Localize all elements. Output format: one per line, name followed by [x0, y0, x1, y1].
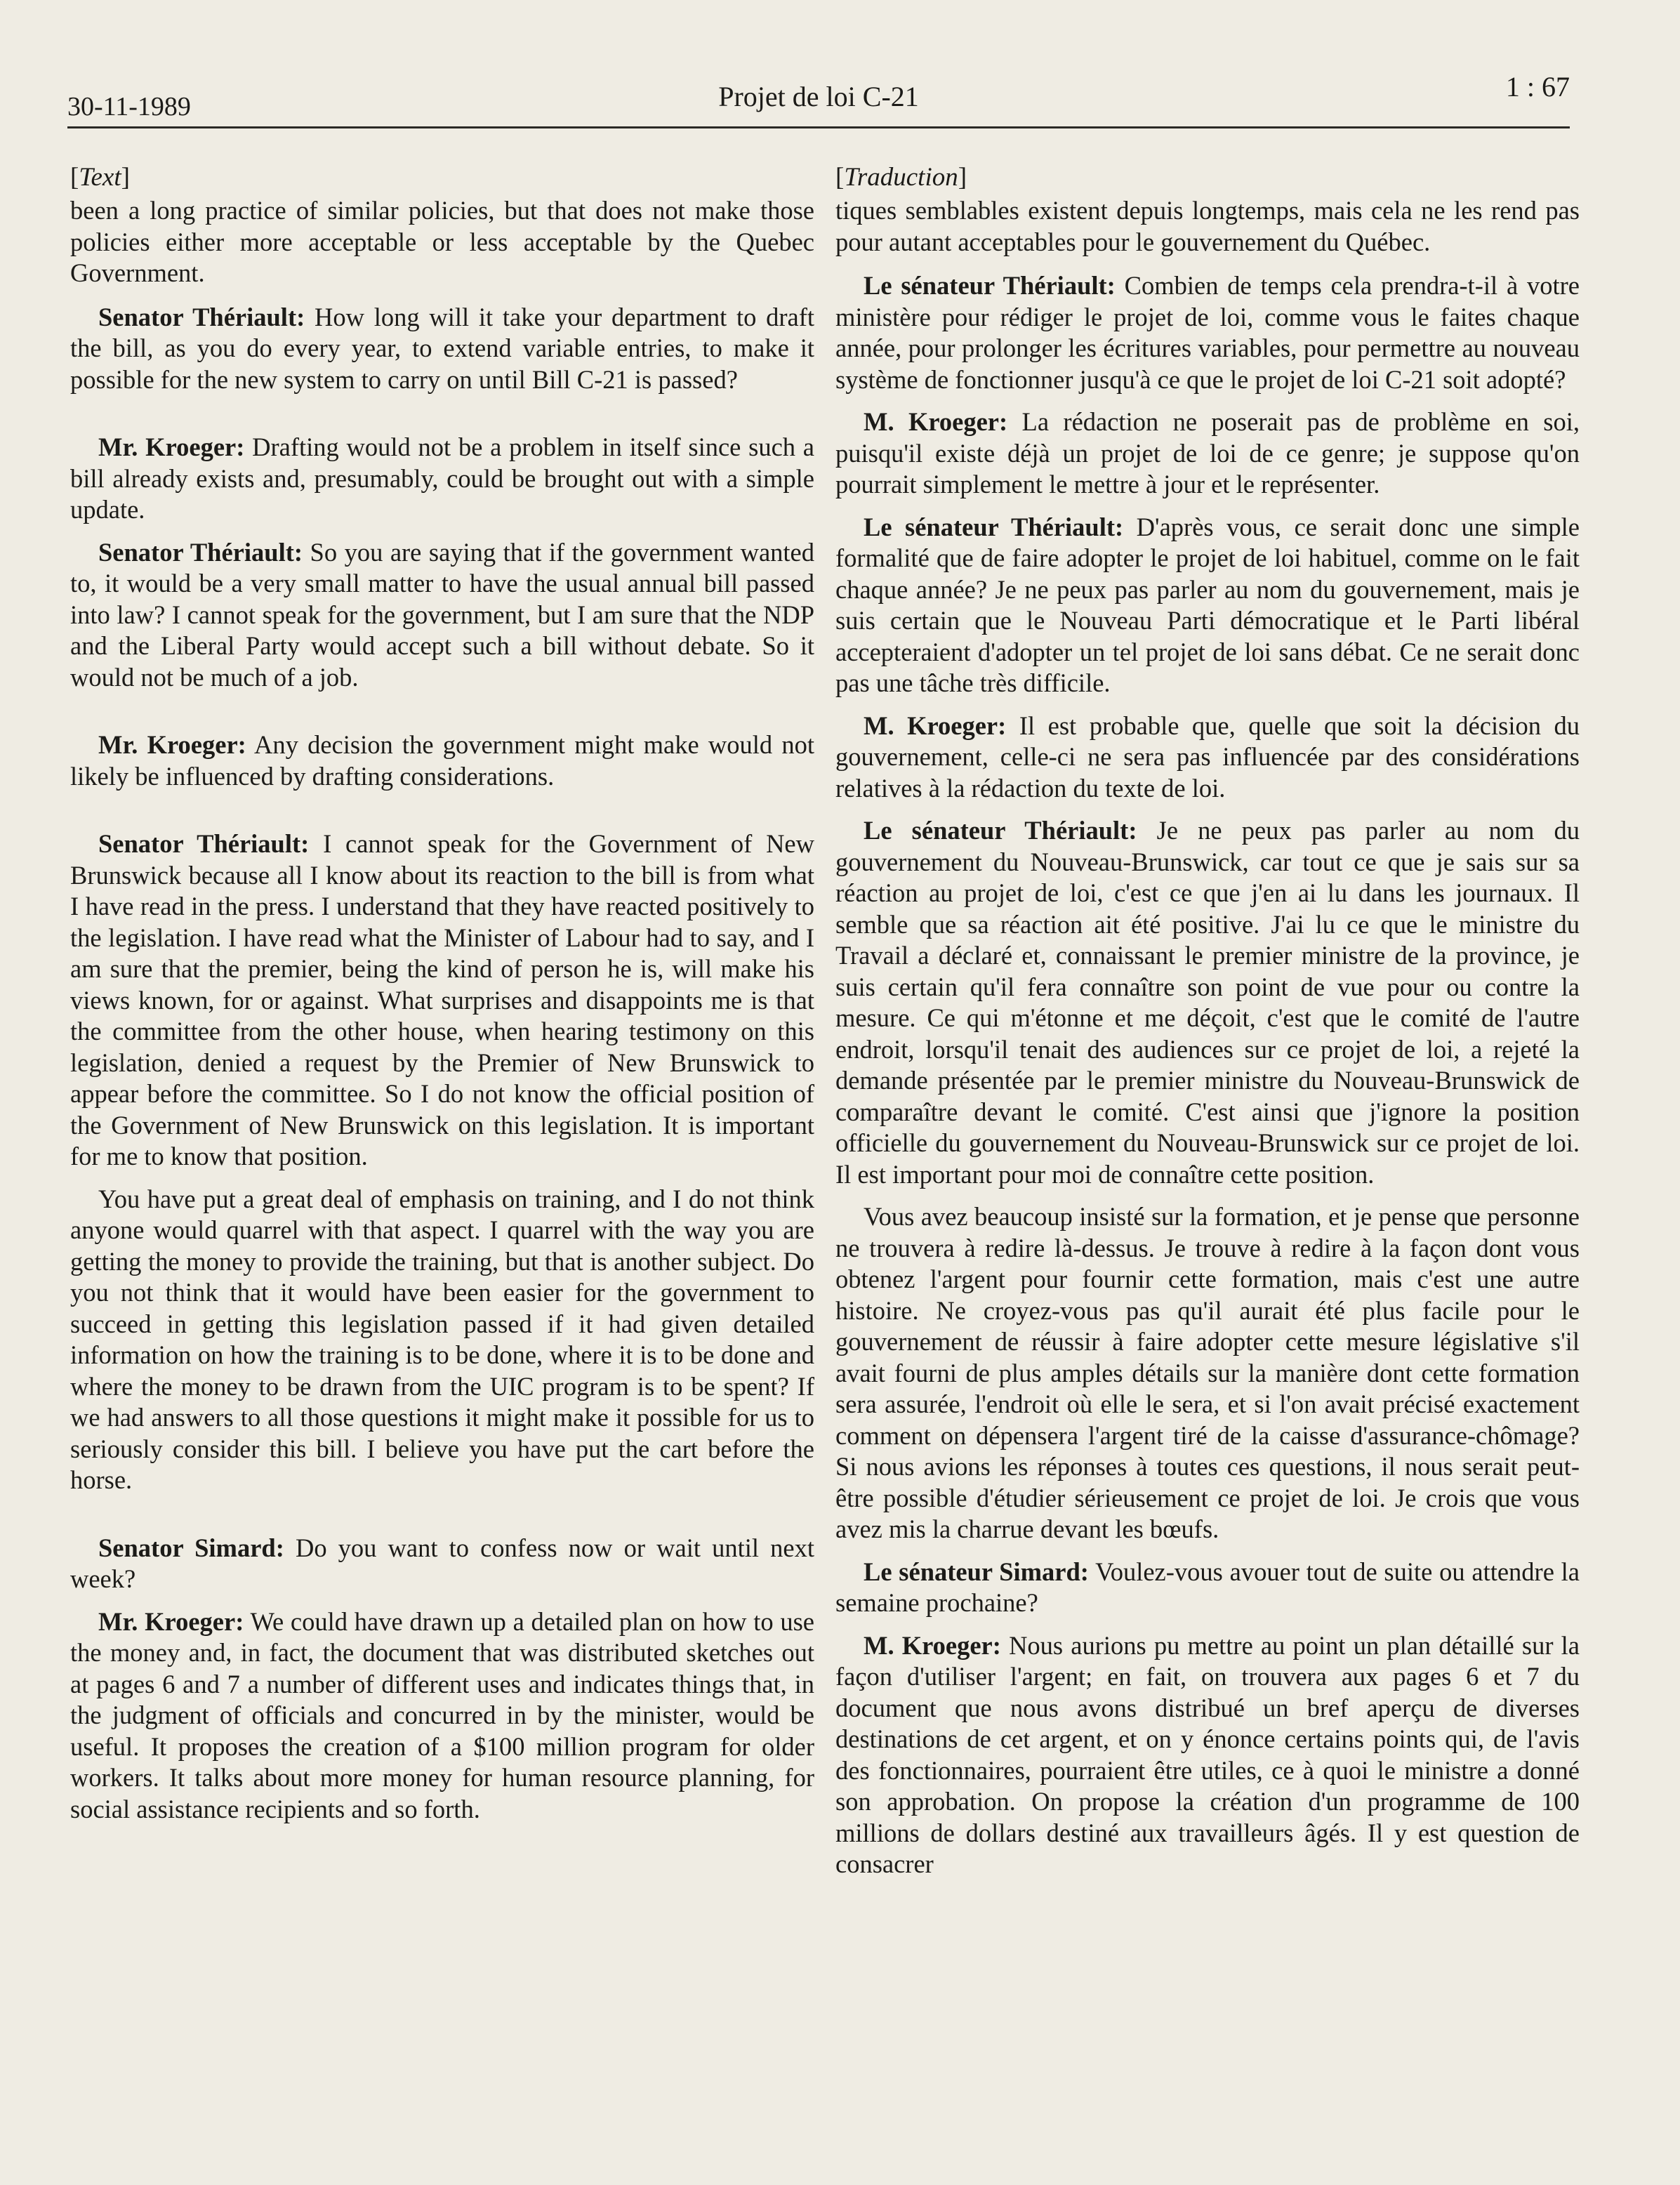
header-title: Projet de loi C-21 — [718, 81, 919, 112]
paragraph — [70, 730, 814, 792]
paragraph — [70, 1533, 814, 1595]
paragraph — [70, 302, 814, 396]
speaker-name: Mr. Kroeger: — [98, 433, 245, 461]
continuation-text: been a long practice of similar policies, but that does not make those policies either more acceptable or less acceptable by the Quebec Government. — [70, 196, 814, 287]
english-column — [70, 160, 814, 1825]
paragraph — [70, 432, 814, 526]
speech-text: Do you want to confess now or wait until next week? — [70, 1533, 814, 1593]
language-tag-traduction: [Traduction] — [835, 163, 967, 192]
speech-text: Any decision the government might make would not likely be influenced by drafting considerations. — [70, 730, 814, 791]
paragraph — [835, 1557, 1580, 1619]
speech-text: Drafting would not be a problem in itself since such a bill already exists and, presumably, could be brought out with a simple update. — [70, 433, 814, 524]
speech-text: D'après vous, ce serait donc une simple formalité que de faire adopter le projet de loi habituel, comme on le fait chaque année? Je ne peux pas parler au nom du gouvernement, mais je suis certain que le Nouveau Parti démocratique et le Parti libéral accepteraient d'adopter un tel projet de loi sans débat. Ce ne serait donc pas une tâche très difficile. — [835, 512, 1580, 697]
speech-text: You have put a great deal of emphasis on training, and I do not think anyone would quarrel with that aspect. I quarrel with the way you are getting the money to provide the training, but that is another subject. Do you not think that it would have been easier for the government to succeed in getting this legislation passed if it had given detailed information on how the training is to be done, where it is to be done and where the money to be drawn from the UIC program is to be spent? If we had answers to all those questions it might make it possible for us to seriously consider this bill. I believe you have put the cart before the horse. — [70, 1184, 814, 1494]
speech-text: Vous avez beaucoup insisté sur la formation, et je pense que personne ne trouvera à redire là-dessus. Je trouve à redire à la façon dont vous obtenez l'argent pour fournir cette formation, mais c'est une autre histoire. Ne croyez-vous pas qu'il aurait été plus facile pour le gouvernement de réussir à faire adopter cette mesure législative s'il avait fourni de plus amples détails sur la manière dont cette formation sera assurée, l'endroit où elle le sera, et si l'on avait précisé exactement comment on dépensera l'argent tiré de la caisse d'assurance-chômage? Si nous avions les réponses à toutes ces questions, il nous serait peut-être possible d'étudier sérieusement ce projet de loi. Je crois que vous avez mis la charrue devant les bœufs. — [835, 1202, 1580, 1543]
speech-text: Nous aurions pu mettre au point un plan détaillé sur la façon d'utiliser l'argent; en fait, on trouvera aux pages 6 et 7 du document que nous avons distribué un bref aperçu de diverses destinations de cet argent, et on y énonce certains points qui, de l'avis des fonctionnaires, pourraient être utiles, ce à quoi le ministre a donné son approbation. On propose la création d'un programme de 100 millions de dollars destiné aux travailleurs âgés. Il y est question de consacrer — [835, 1630, 1580, 1878]
paragraph — [835, 1201, 1580, 1545]
speaker-name: M. Kroeger: — [864, 1630, 1001, 1660]
paragraph — [70, 1606, 814, 1826]
speech-text: La rédaction ne poserait pas de problème en soi, puisqu'il existe déjà un projet de loi de ce genre; je suppose qu'on pourrait simplement le mettre à jour et le représenter. — [835, 407, 1580, 499]
header-date: 30-11-1989 — [67, 92, 191, 121]
speaker-name: Le sénateur Simard: — [864, 1557, 1089, 1586]
language-tag-text: [Text] — [70, 163, 130, 192]
continuation-text: tiques semblables existent depuis longtemps, mais cela ne les rend pas pour autant acceptables pour le gouvernement du Québec. — [835, 196, 1580, 256]
paragraph — [835, 711, 1580, 805]
speaker-name: Senator Thériault: — [98, 302, 305, 331]
speaker-name: Mr. Kroeger: — [98, 730, 246, 759]
speaker-name: M. Kroeger: — [864, 407, 1008, 436]
speaker-name: Le sénateur Thériault: — [864, 512, 1124, 541]
paragraph — [835, 270, 1580, 395]
speaker-name: Mr. Kroeger: — [98, 1606, 244, 1636]
speech-text: Il est probable que, quelle que soit la décision du gouvernement, celle-ci ne sera pas influencée par des considérations relatives à la rédaction du texte de loi. — [835, 711, 1580, 803]
speaker-name: Senator Thériault: — [98, 829, 310, 858]
speech-text: How long will it take your department to draft the bill, as you do every year, to extend variable entries, to make it possible for the new system to carry on until Bill C-21 is passed? — [70, 302, 814, 394]
header-page-number: 1 : 67 — [1505, 71, 1570, 103]
paragraph — [835, 815, 1580, 1190]
speaker-name: Le sénateur Thériault: — [864, 271, 1116, 300]
paragraph — [835, 1630, 1580, 1880]
speech-text: Voulez-vous avouer tout de suite ou attendre la semaine prochaine? — [835, 1557, 1580, 1617]
speaker-name: Le sénateur Thériault: — [864, 816, 1137, 845]
paragraph — [70, 1184, 814, 1496]
paragraph — [70, 537, 814, 694]
french-column — [835, 160, 1580, 1880]
speaker-name: Senator Thériault: — [98, 537, 303, 567]
speech-text: Je ne peux pas parler au nom du gouvernement du Nouveau-Brunswick, car tout ce que je sais sur sa réaction au projet de loi, c'est ce que j'en ai lu dans les journaux. Il semble que sa réaction ait été positive. J'ai lu ce que le ministre du Travail a déclaré et, connaissant le premier ministre de la province, je suis certain qu'il fera connaître son point de vue pour ou contre la mesure. Ce qui m'étonne et me déçoit, c'est que le comité de l'autre endroit, lorsqu'il tenait des audiences sur ce projet de loi, a rejeté la demande présentée par le premier ministre du Nouveau-Brunswick de comparaître devant le comité. C'est ainsi que j'ignore la position officielle du gouvernement du Nouveau-Brunswick sur ce projet de loi. Il est important pour moi de connaître cette position. — [835, 816, 1580, 1189]
speaker-name: M. Kroeger: — [864, 711, 1007, 740]
speech-text: We could have drawn up a detailed plan on how to use the money and, in fact, the document that was distributed sketches out at pages 6 and 7 a number of different uses and indicates things that, in the judgment of officials and concurred in by the minister, would be useful. It proposes the creation of a $100 million program for older workers. It talks about more money for human resource planning, for social assistance recipients and so forth. — [70, 1606, 814, 1823]
speech-text: I cannot speak for the Government of New Brunswick because all I know about its reaction to the bill is from what I have read in the press. I understand that they have reacted positively to the legislation. I have read what the Minister of Labour had to say, and I am sure that the premier, being the kind of person he is, will make his views known, for or against. What surprises and disappoints me is that the committee from the other house, when hearing testimony on this legislation, denied a request by the Premier of New Brunswick to appear before the committee. So I do not know the official position of the Government of New Brunswick on this legislation. It is important for me to know that position. — [70, 829, 814, 1170]
paragraph — [70, 829, 814, 1173]
page-header — [67, 70, 1570, 128]
speaker-name: Senator Simard: — [98, 1533, 284, 1562]
speech-text: So you are saying that if the government wanted to, it would be a very small matter to have the usual annual bill passed into law? I cannot speak for the government, but I am sure that the NDP and the Liberal Party would accept such a bill without debate. So it would not be much of a job. — [70, 537, 814, 692]
speech-text: Combien de temps cela prendra-t-il à votre ministère pour rédiger le projet de loi, comme vous le faites chaque année, pour prolonger les écritures variables, pour permettre au nouveau système de fonctionner jusqu'à ce que le projet de loi C-21 soit adopté? — [835, 271, 1580, 394]
paragraph — [835, 407, 1580, 501]
paragraph — [835, 512, 1580, 699]
